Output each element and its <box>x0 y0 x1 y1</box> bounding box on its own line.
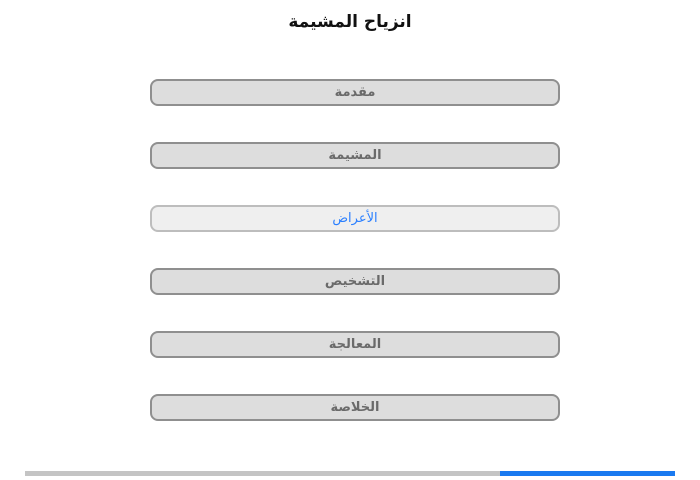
menu-button-introduction[interactable]: مقدمة <box>150 79 560 106</box>
menu-button-symptoms[interactable]: الأعراض <box>150 205 560 232</box>
menu-button-placenta[interactable]: المشيمة <box>150 142 560 169</box>
progress-bar <box>25 471 675 476</box>
menu-button-summary[interactable]: الخلاصة <box>150 394 560 421</box>
progress-bar-fill <box>500 471 675 476</box>
section-menu <box>150 79 560 457</box>
menu-button-diagnosis[interactable]: التشخيص <box>150 268 560 295</box>
page-title: انزياح المشيمة <box>288 12 412 32</box>
menu-button-treatment[interactable]: المعالجة <box>150 331 560 358</box>
